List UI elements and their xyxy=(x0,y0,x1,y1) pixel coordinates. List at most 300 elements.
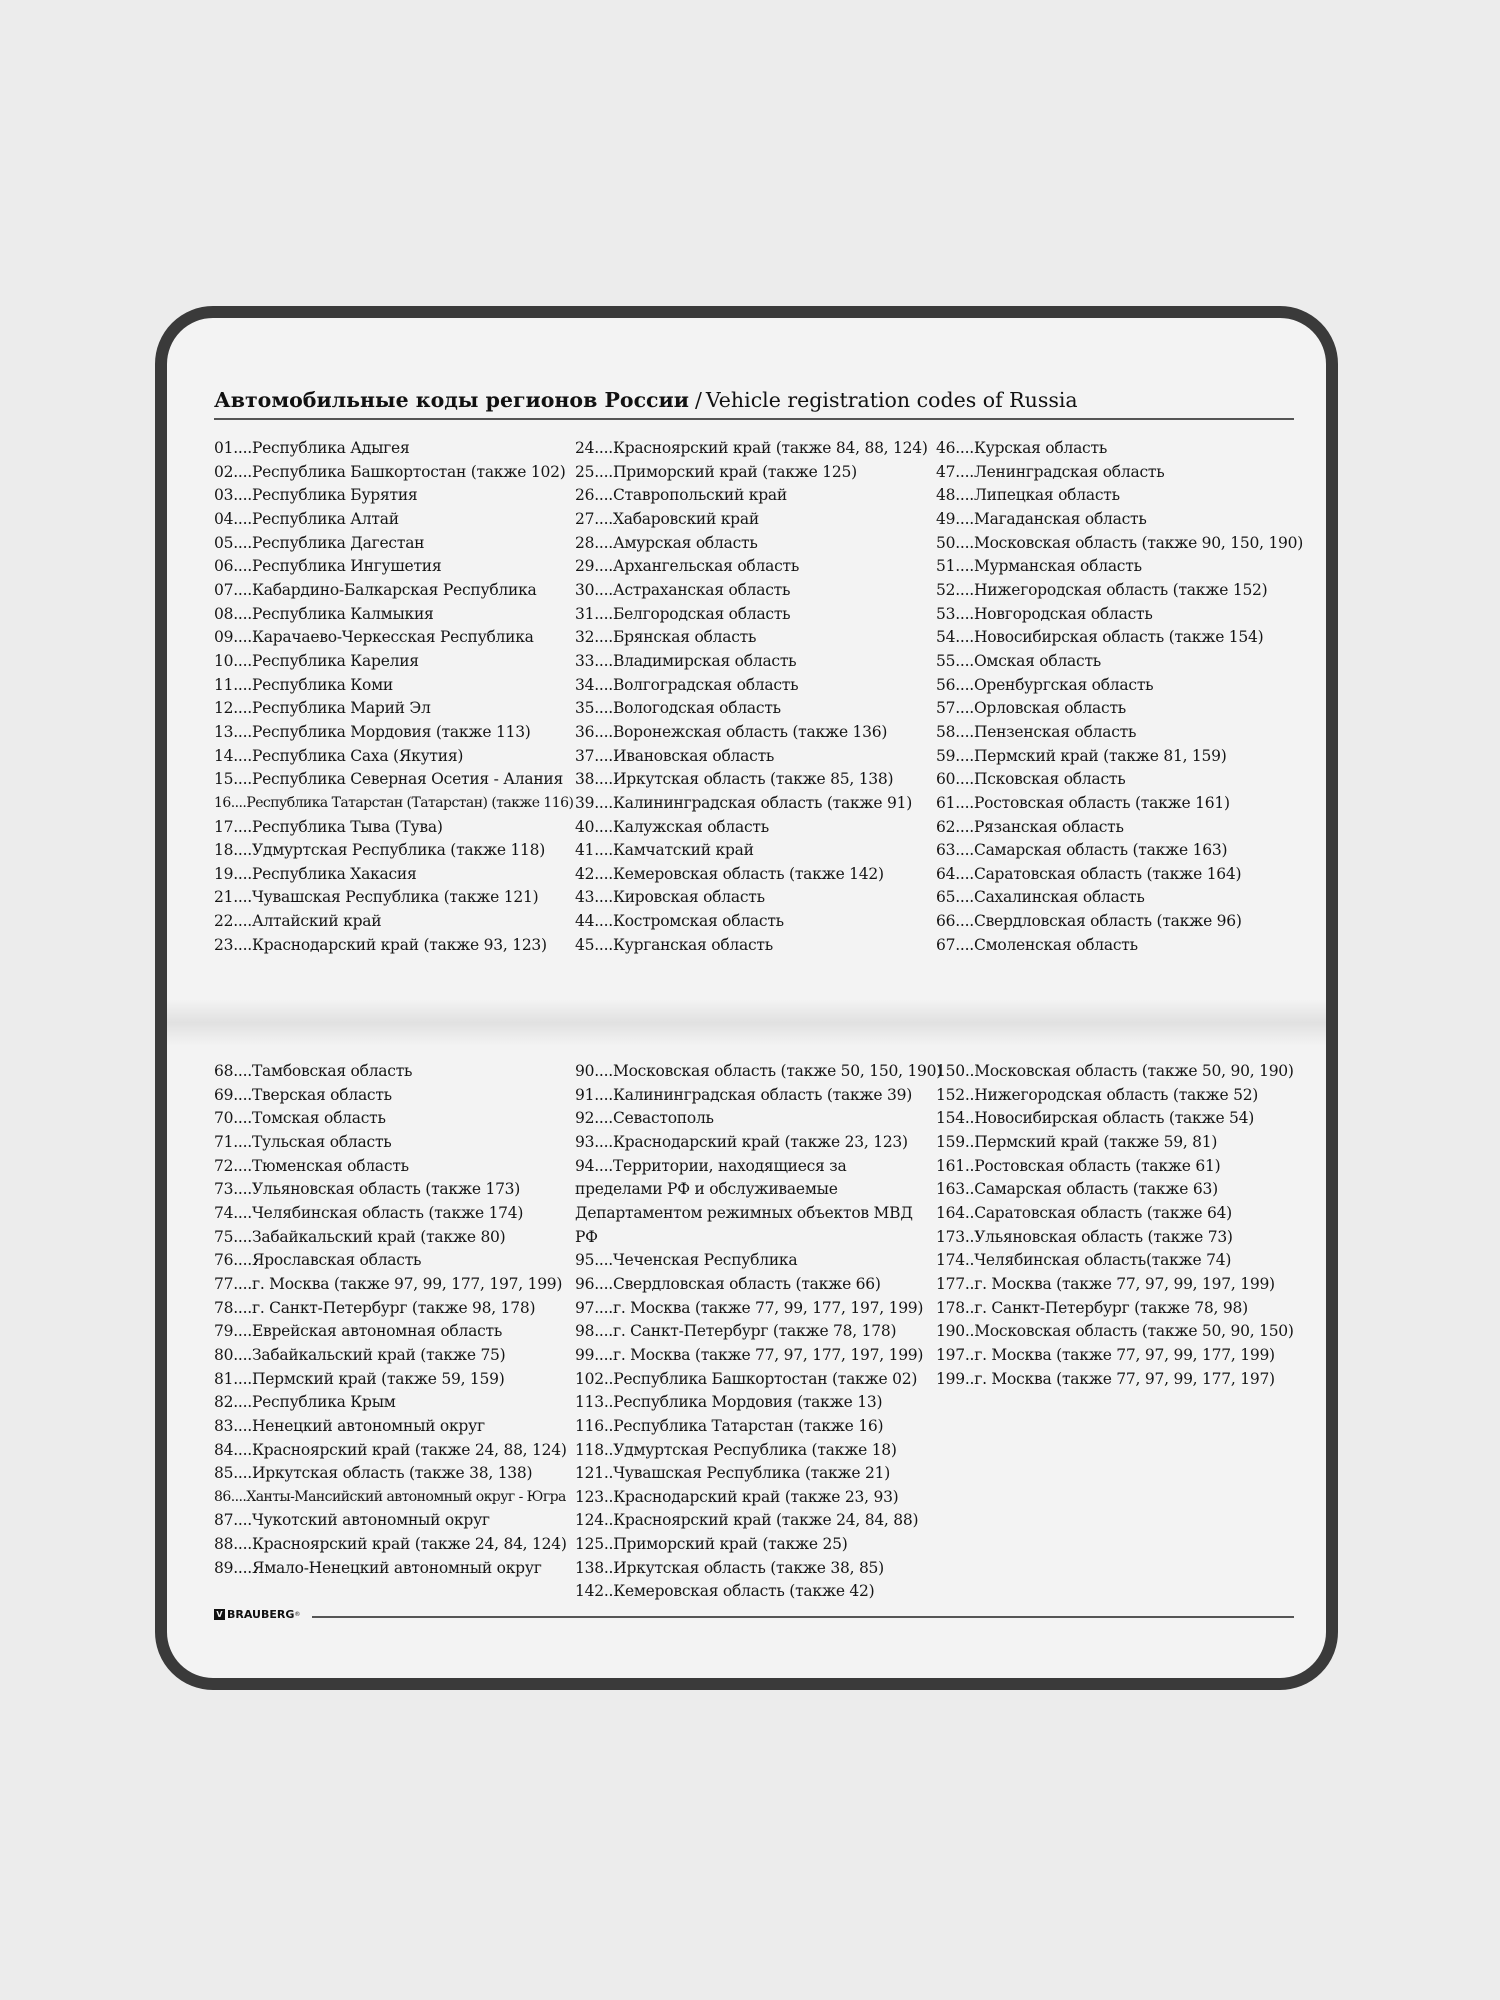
region-code: 76 xyxy=(214,1251,234,1270)
region-name: Республика Башкортостан (также 102) xyxy=(251,462,566,481)
region-column-top-1 xyxy=(214,437,573,957)
region-dots: .... xyxy=(233,1464,252,1483)
region-name: Нижегородская область (также 52) xyxy=(974,1085,1259,1104)
region-list-item xyxy=(214,1391,567,1415)
region-name: Краснодарский край (также 23, 93) xyxy=(613,1487,899,1506)
region-list-item xyxy=(214,1439,567,1463)
region-code: 33 xyxy=(575,651,595,670)
region-list-item xyxy=(214,1249,567,1273)
region-name: Ленинградская область xyxy=(973,462,1165,481)
region-dots: .. xyxy=(603,1416,614,1435)
region-name: Кемеровская область (также 42) xyxy=(613,1582,875,1601)
region-code: 13 xyxy=(214,722,234,741)
region-list-item xyxy=(214,1060,567,1084)
region-dots: .... xyxy=(233,439,252,457)
region-list-item xyxy=(936,1178,1294,1202)
region-list-item xyxy=(936,839,1303,863)
region-code: 174 xyxy=(936,1251,965,1270)
region-code: 18 xyxy=(214,841,234,860)
region-dots: .. xyxy=(964,1227,975,1246)
region-code: 80 xyxy=(214,1345,234,1364)
region-code: 102 xyxy=(575,1369,604,1388)
region-list-item xyxy=(214,1462,567,1486)
region-list-item xyxy=(214,508,573,532)
region-name: Оренбургская область xyxy=(973,675,1154,694)
region-name: Новгородская область xyxy=(973,604,1153,623)
region-dots: .... xyxy=(594,888,613,907)
region-code: 31 xyxy=(575,604,595,623)
region-list-item xyxy=(214,603,573,627)
region-dots: .... xyxy=(233,699,252,718)
region-code: 24 xyxy=(575,439,595,457)
region-list-item xyxy=(214,626,573,650)
region-code: 27 xyxy=(575,509,595,528)
region-name: Саратовская область (также 64) xyxy=(974,1203,1232,1222)
region-dots: .... xyxy=(233,1345,252,1364)
region-list-item xyxy=(214,1368,567,1392)
region-name: Воронежская область (также 136) xyxy=(612,722,888,741)
region-list-item xyxy=(575,437,928,461)
region-dots: .... xyxy=(233,1109,252,1128)
region-dots: .... xyxy=(955,793,974,812)
region-name: Московская область (также 50, 90, 190) xyxy=(974,1062,1294,1080)
region-list-item xyxy=(214,1415,567,1439)
region-name: Чувашская Республика (также 21) xyxy=(613,1464,891,1483)
region-list-item xyxy=(936,768,1303,792)
region-list-item xyxy=(936,934,1303,958)
region-list-item xyxy=(214,1557,567,1581)
region-code: 25 xyxy=(575,462,595,481)
region-code: 44 xyxy=(575,912,595,931)
region-code: 138 xyxy=(575,1558,604,1577)
region-list-item xyxy=(214,461,573,485)
region-name: Кировская область xyxy=(612,888,765,907)
region-list-item xyxy=(575,934,928,958)
region-list-item xyxy=(936,721,1303,745)
region-name: Забайкальский край (также 80) xyxy=(251,1227,506,1246)
region-code: 86 xyxy=(214,1488,231,1505)
region-dots: .. xyxy=(964,1132,975,1151)
region-name: Республика Бурятия xyxy=(251,486,418,505)
region-dots: .... xyxy=(230,794,247,811)
region-name: Краснодарский край (также 93, 123) xyxy=(251,935,547,954)
region-code: 123 xyxy=(575,1487,604,1506)
region-name: Ярославская область xyxy=(251,1251,422,1270)
region-code: 64 xyxy=(936,864,956,883)
region-dots: .... xyxy=(233,1180,252,1199)
region-dots: .... xyxy=(233,462,252,481)
region-list-item xyxy=(575,1439,942,1463)
region-name: Московская область (также 50, 90, 150) xyxy=(974,1322,1294,1341)
region-dots: .... xyxy=(233,604,252,623)
region-list-item xyxy=(214,1320,567,1344)
region-code: 87 xyxy=(214,1511,234,1530)
region-dots: .... xyxy=(955,912,974,931)
region-name: Республика Тыва (Тува) xyxy=(251,817,443,836)
region-dots: .... xyxy=(233,1132,252,1151)
region-code: 15 xyxy=(214,770,234,789)
region-list-item xyxy=(575,650,928,674)
region-dots: .. xyxy=(603,1487,614,1506)
title-russian: Автомобильные коды регионов России xyxy=(214,388,689,412)
region-dots: .... xyxy=(230,1488,247,1505)
region-list-item xyxy=(214,839,573,863)
region-name: г. Москва (также 77, 97, 99, 177, 197) xyxy=(974,1369,1275,1388)
region-code: 90 xyxy=(575,1062,595,1080)
region-name: Красноярский край (также 84, 88, 124) xyxy=(612,439,928,457)
region-list-item xyxy=(936,1320,1294,1344)
region-list-item xyxy=(936,674,1303,698)
region-code: 152 xyxy=(936,1085,965,1104)
region-code: 83 xyxy=(214,1416,234,1435)
region-name: г. Москва (также 77, 97, 99, 177, 199) xyxy=(974,1345,1275,1364)
region-list-item xyxy=(575,697,928,721)
region-dots: .. xyxy=(603,1511,614,1530)
region-dots: .... xyxy=(233,1558,252,1577)
region-code: 23 xyxy=(214,935,234,954)
region-dots: .... xyxy=(955,628,974,647)
region-code: 40 xyxy=(575,817,595,836)
region-code: 142 xyxy=(575,1582,604,1601)
region-dots: .... xyxy=(955,651,974,670)
region-code: 81 xyxy=(214,1369,234,1388)
region-dots: .... xyxy=(594,770,613,789)
region-code: 28 xyxy=(575,533,595,552)
region-list-item xyxy=(936,792,1303,816)
region-list-item xyxy=(575,1297,942,1321)
region-name: Красноярский край (также 24, 88, 124) xyxy=(251,1440,567,1459)
region-dots: .... xyxy=(955,935,974,954)
region-dots: .... xyxy=(233,841,252,860)
region-dots: .... xyxy=(594,1109,613,1128)
region-list-item xyxy=(214,816,573,840)
region-list-item xyxy=(936,1297,1294,1321)
region-name: Кабардино-Балкарская Республика xyxy=(251,580,537,599)
region-name: Магаданская область xyxy=(973,509,1147,528)
region-name: Ульяновская область (также 73) xyxy=(974,1227,1233,1246)
region-dots: .... xyxy=(233,533,252,552)
region-column-bottom-2 xyxy=(575,1060,942,1604)
region-code: 63 xyxy=(936,841,956,860)
region-dots: .... xyxy=(594,533,613,552)
region-dots: .... xyxy=(233,722,252,741)
region-code: 163 xyxy=(936,1180,965,1199)
region-list-item xyxy=(936,863,1303,887)
region-list-item xyxy=(214,484,573,508)
region-name: Рязанская область xyxy=(973,817,1124,836)
region-list-item xyxy=(575,863,928,887)
region-code: 173 xyxy=(936,1227,965,1246)
region-dots: .... xyxy=(233,1393,252,1412)
region-code: 73 xyxy=(214,1180,234,1199)
region-dots: .... xyxy=(233,1203,252,1222)
region-list-item xyxy=(214,886,573,910)
region-name: Нижегородская область (также 152) xyxy=(973,580,1268,599)
region-code: 30 xyxy=(575,580,595,599)
region-code: 72 xyxy=(214,1156,234,1175)
region-dots: .... xyxy=(955,486,974,505)
region-code: 68 xyxy=(214,1062,234,1080)
region-dots: .... xyxy=(955,557,974,576)
region-code: 65 xyxy=(936,888,956,907)
region-dots: .... xyxy=(233,935,252,954)
region-list-item xyxy=(575,484,928,508)
region-code: 08 xyxy=(214,604,234,623)
region-name: Республика Алтай xyxy=(251,509,399,528)
region-list-item xyxy=(575,626,928,650)
region-dots: .... xyxy=(955,509,974,528)
region-list-item xyxy=(575,1320,942,1344)
region-list-item xyxy=(575,1415,942,1439)
region-dots: .. xyxy=(964,1369,975,1388)
region-name: Курская область xyxy=(973,439,1108,457)
region-code: 121 xyxy=(575,1464,604,1483)
region-code: 47 xyxy=(936,462,956,481)
region-name: Алтайский край xyxy=(251,912,382,931)
region-dots: .. xyxy=(603,1558,614,1577)
brand-mark-icon: V xyxy=(214,1609,225,1620)
region-name: Амурская область xyxy=(612,533,758,552)
region-code: 85 xyxy=(214,1464,234,1483)
region-code: 93 xyxy=(575,1132,595,1151)
region-name: Приморский край (также 25) xyxy=(613,1535,848,1554)
region-name: Иркутская область (также 38, 138) xyxy=(251,1464,533,1483)
region-list-item xyxy=(575,839,928,863)
region-name: Московская область (также 50, 150, 190) xyxy=(612,1062,943,1080)
brand-logo xyxy=(214,1608,300,1621)
region-dots: .... xyxy=(233,1156,252,1175)
region-name: Смоленская область xyxy=(973,935,1138,954)
region-name: Красноярский край (также 24, 84, 124) xyxy=(251,1535,567,1554)
region-code: 88 xyxy=(214,1535,234,1554)
region-list-item xyxy=(575,1084,942,1108)
region-code: 49 xyxy=(936,509,956,528)
region-list-item xyxy=(936,461,1303,485)
region-dots: .... xyxy=(233,1274,252,1293)
region-list-item xyxy=(936,745,1303,769)
region-dots: .... xyxy=(233,1511,252,1530)
region-codes-card xyxy=(155,306,1338,1690)
region-dots: .... xyxy=(233,675,252,694)
region-name: Тюменская область xyxy=(251,1156,409,1175)
region-name: Иркутская область (также 85, 138) xyxy=(612,770,894,789)
region-name: Республика Мордовия (также 113) xyxy=(251,722,531,741)
region-name: Калининградская область (также 39) xyxy=(612,1085,913,1104)
region-dots: .... xyxy=(955,604,974,623)
region-code: 94 xyxy=(575,1156,595,1175)
region-list-item xyxy=(214,1202,567,1226)
region-list-item xyxy=(214,1486,567,1510)
region-code: 16 xyxy=(214,794,231,811)
region-dots: .. xyxy=(603,1464,614,1483)
region-dots: .. xyxy=(964,1180,975,1199)
region-code: 74 xyxy=(214,1203,234,1222)
region-code: 10 xyxy=(214,651,234,670)
region-list-item xyxy=(575,1509,942,1533)
region-list-item xyxy=(936,532,1303,556)
region-name: Орловская область xyxy=(973,699,1126,718)
region-column-bottom-1 xyxy=(214,1060,567,1580)
region-name: Республика Адыгея xyxy=(251,439,410,457)
region-code: 37 xyxy=(575,746,595,765)
region-list-item xyxy=(214,934,573,958)
region-list-item xyxy=(214,1155,567,1179)
region-list-item xyxy=(214,1131,567,1155)
region-dots: .... xyxy=(955,817,974,836)
region-name: Республика Дагестан xyxy=(251,533,425,552)
region-list-item xyxy=(936,1131,1294,1155)
region-code: 43 xyxy=(575,888,595,907)
region-list-item xyxy=(575,555,928,579)
region-dots: .... xyxy=(955,746,974,765)
region-dots: .... xyxy=(594,557,613,576)
region-code: 70 xyxy=(214,1109,234,1128)
region-name: Пермский край (также 59, 81) xyxy=(974,1132,1218,1151)
region-name: Кемеровская область (также 142) xyxy=(612,864,884,883)
region-name: Курганская область xyxy=(612,935,773,954)
region-list-item xyxy=(575,1533,942,1557)
region-dots: .... xyxy=(233,1369,252,1388)
region-code: 77 xyxy=(214,1274,234,1293)
region-dots: .. xyxy=(964,1251,975,1270)
region-dots: .. xyxy=(964,1062,975,1080)
region-name: Республика Ингушетия xyxy=(251,557,442,576)
region-name: Владимирская область xyxy=(612,651,797,670)
region-dots: .... xyxy=(594,935,613,954)
region-list-item xyxy=(214,437,573,461)
region-name: Камчатский край xyxy=(612,841,754,860)
region-dots: .... xyxy=(233,580,252,599)
region-dots: .. xyxy=(603,1393,614,1412)
region-name: Псковская область xyxy=(973,770,1126,789)
region-dots: .. xyxy=(603,1535,614,1554)
region-code: 89 xyxy=(214,1558,234,1577)
region-dots: .... xyxy=(594,1062,613,1080)
region-code: 124 xyxy=(575,1511,604,1530)
region-code: 118 xyxy=(575,1440,604,1459)
region-dots: .... xyxy=(594,817,613,836)
region-code: 161 xyxy=(936,1156,965,1175)
region-dots: .. xyxy=(964,1274,975,1293)
region-name: Республика Марий Эл xyxy=(251,699,431,718)
region-dots: .... xyxy=(955,770,974,789)
region-code: 190 xyxy=(936,1322,965,1341)
region-name: Республика Крым xyxy=(251,1393,396,1412)
region-dots: .... xyxy=(594,604,613,623)
region-dots: .... xyxy=(233,864,252,883)
region-list-item xyxy=(575,1131,942,1155)
region-dots: .... xyxy=(594,912,613,931)
region-name: Мурманская область xyxy=(973,557,1142,576)
region-code: 67 xyxy=(936,935,956,954)
region-name: Ставропольский край xyxy=(612,486,787,505)
region-name: Ханты-Мансийский автономный округ - Югра xyxy=(246,1488,566,1505)
region-list-item xyxy=(575,1391,942,1415)
region-code: 01 xyxy=(214,439,234,457)
region-dots: .... xyxy=(594,580,613,599)
region-name: Хабаровский край xyxy=(612,509,759,528)
region-name: Ростовская область (также 61) xyxy=(974,1156,1221,1175)
brand-registered-mark: ® xyxy=(294,1611,301,1618)
region-name: Костромская область xyxy=(612,912,784,931)
region-list-item xyxy=(214,1297,567,1321)
region-code: 56 xyxy=(936,675,956,694)
region-list-item xyxy=(214,721,573,745)
region-code: 29 xyxy=(575,557,595,576)
region-name: Забайкальский край (также 75) xyxy=(251,1345,506,1364)
region-name: Ненецкий автономный округ xyxy=(251,1416,485,1435)
region-name: Приморский край (также 125) xyxy=(612,462,857,481)
region-list-item xyxy=(575,1249,942,1273)
region-list-item xyxy=(575,1060,942,1084)
region-name: Республика Коми xyxy=(251,675,394,694)
region-list-item xyxy=(214,1533,567,1557)
region-name: Еврейская автономная область xyxy=(251,1322,503,1341)
region-name: Архангельская область xyxy=(612,557,800,576)
region-dots: .. xyxy=(603,1582,614,1601)
region-name: Республика Северная Осетия - Алания xyxy=(251,770,564,789)
region-dots: .... xyxy=(233,509,252,528)
region-dots: .... xyxy=(955,580,974,599)
region-name: Тверская область xyxy=(251,1085,392,1104)
region-list-item xyxy=(214,674,573,698)
region-name: Пермский край (также 81, 159) xyxy=(973,746,1227,765)
region-code: 55 xyxy=(936,651,956,670)
region-code: 75 xyxy=(214,1227,234,1246)
region-list-item xyxy=(936,816,1303,840)
region-name: Республика Мордовия (также 13) xyxy=(613,1393,883,1412)
region-code: 06 xyxy=(214,557,234,576)
region-name: Красноярский край (также 24, 84, 88) xyxy=(613,1511,919,1530)
region-name: Сахалинская область xyxy=(973,888,1145,907)
region-list-item xyxy=(214,1178,567,1202)
region-list-item xyxy=(936,1273,1294,1297)
region-code: 02 xyxy=(214,462,234,481)
region-code: 177 xyxy=(936,1274,965,1293)
region-list-item xyxy=(214,697,573,721)
region-dots: .. xyxy=(964,1109,975,1128)
region-dots: .... xyxy=(233,1298,252,1317)
region-list-item xyxy=(575,910,928,934)
region-dots: .... xyxy=(233,746,252,765)
region-name: Новосибирская область (также 54) xyxy=(974,1109,1255,1128)
region-code: 34 xyxy=(575,675,595,694)
region-dots: .... xyxy=(955,841,974,860)
region-dots: .... xyxy=(955,864,974,883)
region-code: 45 xyxy=(575,935,595,954)
region-name: Удмуртская Республика (также 18) xyxy=(613,1440,897,1459)
region-name: Новосибирская область (также 154) xyxy=(973,628,1264,647)
region-code: 61 xyxy=(936,793,956,812)
region-dots: .... xyxy=(233,888,252,907)
region-name: Липецкая область xyxy=(973,486,1120,505)
region-name: г. Москва (также 77, 97, 99, 197, 199) xyxy=(974,1274,1275,1293)
region-dots: .... xyxy=(233,1535,252,1554)
region-dots: .... xyxy=(594,793,613,812)
region-dots: .... xyxy=(233,770,252,789)
region-dots: .... xyxy=(233,1416,252,1435)
region-name: Республика Башкортостан (также 02) xyxy=(613,1369,918,1388)
region-code: 98 xyxy=(575,1322,595,1341)
region-name: Свердловская область (также 66) xyxy=(612,1274,881,1293)
region-dots: .. xyxy=(964,1322,975,1341)
region-code: 38 xyxy=(575,770,595,789)
region-list-item xyxy=(936,1368,1294,1392)
region-list-item xyxy=(575,768,928,792)
region-name: Пензенская область xyxy=(973,722,1137,741)
region-dots: .... xyxy=(233,1085,252,1104)
region-list-item xyxy=(936,910,1303,934)
